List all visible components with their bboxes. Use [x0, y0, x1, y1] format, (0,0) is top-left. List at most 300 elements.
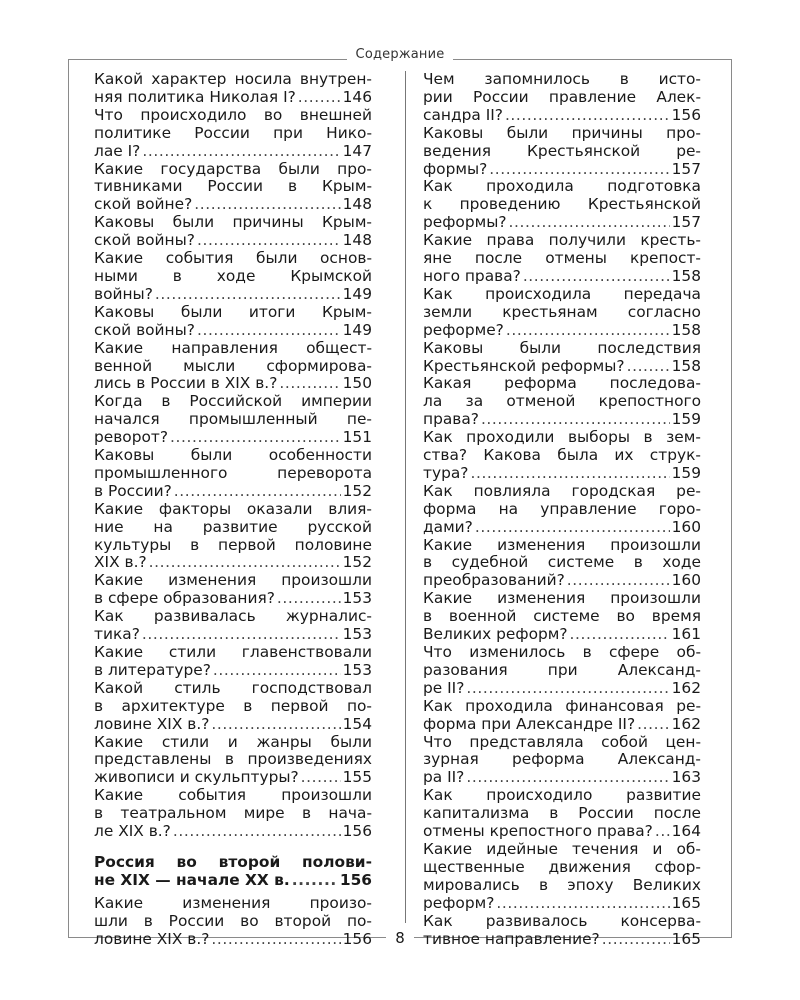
word: об- — [676, 643, 701, 661]
word: после — [474, 249, 523, 268]
toc-entry-last-line — [423, 823, 701, 841]
word: журналис- — [285, 607, 372, 626]
toc-page-number: 163 — [671, 768, 701, 787]
word: в — [94, 696, 104, 715]
word: развивалась — [153, 607, 256, 626]
toc-entry-line — [423, 429, 701, 447]
toc-entry[interactable] — [94, 447, 372, 501]
toc-page-number: 151 — [342, 428, 372, 447]
word: общест- — [306, 338, 372, 357]
word: изменения — [497, 589, 586, 608]
word: в — [190, 535, 200, 554]
word: ходе — [216, 266, 256, 285]
toc-page-number: 165 — [671, 893, 701, 912]
toc-entry-line — [94, 751, 372, 769]
word: зурная — [423, 750, 479, 769]
word: происходило — [486, 786, 593, 805]
toc-entry[interactable] — [423, 232, 701, 286]
toc-entry-line — [423, 734, 701, 752]
toc-entry-line — [423, 501, 701, 519]
leader-dots — [173, 823, 341, 841]
toc-left-column — [94, 71, 372, 949]
word: на — [153, 517, 173, 536]
leader-dots — [277, 590, 341, 608]
toc-entry-last-line — [423, 214, 701, 232]
toc-entry[interactable] — [94, 393, 372, 447]
toc-entry-line — [94, 805, 372, 823]
toc-entry-line — [423, 393, 701, 411]
word: Крестьянской — [587, 195, 701, 214]
word: причины — [571, 123, 643, 142]
word: Какие — [423, 535, 473, 554]
word: были — [519, 338, 562, 357]
toc-entry-text: лае I? — [94, 141, 141, 160]
word: архитектуре — [121, 696, 225, 715]
toc-entry[interactable] — [94, 250, 372, 304]
word: факторы — [158, 499, 232, 518]
toc-entry-line — [423, 286, 701, 304]
word: отмены — [545, 249, 607, 268]
toc-entry[interactable] — [94, 501, 372, 573]
toc-section-heading[interactable] — [94, 854, 372, 890]
toc-entry-line — [94, 268, 372, 286]
toc-entry-text: тика? — [94, 625, 140, 644]
word: финансовая — [565, 696, 664, 715]
word: крестьянам — [502, 302, 598, 321]
word: земли — [423, 302, 473, 321]
word: в — [643, 428, 653, 447]
word: развивалось — [485, 911, 588, 930]
word: русской — [307, 517, 372, 536]
word: были — [506, 123, 549, 142]
word: в — [538, 875, 549, 894]
leader-dots — [149, 554, 341, 572]
leader-dots — [470, 465, 669, 483]
toc-entry[interactable] — [423, 125, 701, 179]
word: Крестьянской — [527, 141, 641, 160]
toc-entry[interactable] — [423, 734, 701, 788]
toc-entry-last-line — [423, 411, 701, 429]
toc-page-number: 164 — [671, 822, 701, 841]
toc-entry[interactable] — [94, 304, 372, 340]
page-footer — [0, 929, 800, 947]
leader-dots — [655, 823, 670, 841]
word: Каковы — [423, 123, 484, 142]
leader-dots — [213, 662, 341, 680]
word: промышленный — [188, 410, 318, 429]
toc-page-number: 149 — [342, 284, 372, 303]
word: мировались — [423, 875, 520, 894]
leader-dots — [496, 895, 669, 913]
toc-entry-line — [94, 734, 372, 752]
word: причины — [232, 213, 304, 232]
word: Какой — [94, 678, 144, 697]
toc-entry[interactable] — [423, 375, 701, 429]
word: полови- — [302, 852, 372, 871]
word: проходили — [466, 428, 555, 447]
page-header — [0, 47, 800, 62]
leader-dots — [170, 429, 341, 447]
word: нача- — [328, 804, 372, 823]
toc-entry-last-line — [423, 519, 701, 537]
toc-entry-text: XIX в.? — [94, 553, 147, 572]
word: течения — [572, 839, 639, 858]
leader-dots — [155, 286, 341, 304]
leader-dots — [475, 519, 670, 537]
word: Как — [423, 481, 453, 500]
leader-dots — [466, 680, 669, 698]
toc-entry-line — [94, 698, 372, 716]
word: щественные — [423, 857, 525, 876]
word: события — [165, 249, 234, 268]
word: ре- — [676, 481, 701, 500]
word: империи — [301, 392, 372, 411]
toc-entry-text: сандра II? — [423, 105, 503, 124]
word: про- — [666, 123, 701, 142]
word: на — [498, 499, 519, 518]
toc-entry-last-line — [94, 89, 372, 107]
toc-page-number: 156 — [342, 822, 372, 841]
toc-entry-line — [94, 358, 372, 376]
toc-page-number: 162 — [671, 714, 701, 733]
word: последствия — [597, 338, 701, 357]
toc-page-number: 156 — [342, 929, 372, 948]
word: исто- — [658, 70, 701, 88]
word: в — [619, 70, 629, 88]
word: стиль — [174, 678, 221, 697]
toc-entry-line — [94, 304, 372, 322]
word: ведения — [423, 141, 491, 160]
word: ре- — [676, 141, 701, 160]
word: второй — [274, 911, 332, 930]
toc-entry-line — [94, 501, 372, 519]
word: Какие — [94, 159, 144, 178]
word: половине — [294, 535, 372, 554]
word: шли — [94, 911, 128, 930]
word: в — [243, 696, 253, 715]
leader-dots — [194, 196, 340, 214]
column-divider — [405, 71, 406, 923]
word: движения — [548, 857, 631, 876]
word: Каковы — [94, 213, 155, 232]
toc-page-number: 160 — [671, 517, 701, 536]
toc-page-number: 159 — [671, 463, 701, 482]
toc-entry[interactable] — [94, 680, 372, 734]
word: во — [176, 852, 197, 871]
toc-page-number: 148 — [342, 195, 372, 214]
leader-dots — [301, 769, 341, 787]
leader-dots — [298, 89, 341, 107]
toc-entry-last-line — [423, 680, 701, 698]
toc-entry[interactable] — [94, 71, 372, 107]
word: представляла — [469, 732, 584, 751]
word: Какие — [94, 732, 144, 751]
word: в — [161, 392, 171, 411]
toc-entry[interactable] — [94, 572, 372, 608]
word: ными — [94, 266, 138, 285]
word: Как — [423, 177, 453, 196]
toc-entry-last-line — [423, 626, 701, 644]
word: государства — [160, 159, 262, 178]
word: консерва- — [620, 911, 701, 930]
word: Какие — [94, 249, 144, 268]
toc-entry-line — [423, 375, 701, 393]
word: последова- — [609, 374, 701, 393]
toc-page-number: 155 — [342, 768, 372, 787]
word: при — [273, 123, 303, 142]
word: изменения — [168, 571, 257, 590]
toc-entry-last-line — [94, 769, 372, 787]
word: Каковы — [94, 446, 155, 465]
leader-dots — [506, 322, 670, 340]
word: яне — [423, 249, 452, 268]
toc-entry-line — [423, 125, 701, 143]
toc-entry-text: живописи и скульптуры? — [94, 768, 299, 787]
toc-page-number: 165 — [671, 929, 701, 948]
toc-entry[interactable] — [423, 71, 701, 125]
toc-entry-last-line — [94, 375, 372, 393]
word: Как — [423, 911, 453, 930]
word: промышленного — [94, 463, 228, 482]
toc-entry-line — [423, 698, 701, 716]
toc-entry-line — [423, 662, 701, 680]
word: произо- — [309, 893, 372, 912]
word: реформа — [504, 374, 577, 393]
toc-entry[interactable] — [94, 107, 372, 161]
word: системе — [547, 553, 615, 572]
header-title: Содержание — [347, 47, 454, 62]
word: сфор- — [654, 857, 701, 876]
leader-dots — [279, 375, 340, 393]
toc-entry-last-line — [423, 107, 701, 125]
toc-entry[interactable] — [94, 608, 372, 644]
toc-page-number: 161 — [671, 625, 701, 644]
word: согласно — [627, 302, 701, 321]
toc-entry-line — [94, 178, 372, 196]
toc-page-number: 153 — [342, 589, 372, 608]
word: Какие — [94, 499, 144, 518]
toc-entry-line — [94, 608, 372, 626]
toc-entry-last-line — [423, 895, 701, 913]
leader-dots — [174, 483, 341, 501]
toc-entry-line — [423, 340, 701, 358]
toc-entry-text: ской войне? — [94, 195, 193, 214]
word: и — [652, 839, 663, 858]
toc-entry[interactable] — [423, 841, 701, 913]
toc-entry-last-line — [423, 716, 701, 734]
toc-page-number: 146 — [342, 87, 372, 106]
word: Какие — [94, 786, 144, 805]
word: крепостного — [598, 392, 701, 411]
word: ходе — [662, 553, 701, 572]
toc-entry-text: войны? — [94, 284, 153, 303]
word: произведениях — [247, 750, 372, 769]
word: Какие — [423, 231, 473, 250]
toc-entry-last-line — [94, 872, 372, 890]
toc-entry-line — [423, 608, 701, 626]
word: Какой — [94, 70, 144, 88]
toc-entry-line — [94, 447, 372, 465]
word: по- — [346, 911, 372, 930]
word: проходила — [465, 696, 553, 715]
toc-entry[interactable] — [94, 161, 372, 215]
leader-dots — [142, 626, 341, 644]
word: при — [547, 660, 578, 679]
toc-entry-line — [94, 250, 372, 268]
toc-page-number: 157 — [671, 213, 701, 232]
leader-dots — [567, 572, 670, 590]
word: основ- — [320, 249, 372, 268]
toc-entry-line — [94, 854, 372, 872]
word: Крым- — [321, 213, 372, 232]
toc-entry-line — [423, 178, 701, 196]
word: после — [653, 804, 701, 823]
toc-entry-text: ре II? — [423, 678, 465, 697]
word: изменилось — [469, 643, 566, 661]
toc-entry-line — [94, 572, 372, 590]
toc-entry-last-line — [94, 322, 372, 340]
word: были — [330, 732, 372, 751]
word: сфере — [608, 643, 660, 661]
word: были — [180, 302, 223, 321]
word: системе — [533, 607, 600, 626]
toc-entry-text: ской войны? — [94, 320, 195, 339]
toc-entry-line — [423, 554, 701, 572]
word: собой — [601, 732, 648, 751]
toc-entry[interactable] — [94, 787, 372, 841]
word: пе- — [346, 410, 372, 429]
toc-entry-last-line — [94, 232, 372, 250]
toc-entry-line — [423, 196, 701, 214]
toc-entry-text: отмены крепостного права? — [423, 822, 653, 841]
toc-entry-text: ловине XIX в.? — [94, 714, 210, 733]
word: начался — [94, 410, 160, 429]
toc-entry[interactable] — [423, 483, 701, 537]
word: Какова — [483, 446, 541, 465]
word: мире — [243, 804, 285, 823]
toc-entry-line — [94, 107, 372, 125]
toc-entry[interactable] — [423, 644, 701, 698]
word: по- — [346, 696, 372, 715]
toc-page-number: 149 — [342, 320, 372, 339]
word: политике — [94, 123, 172, 142]
word: изменения — [182, 893, 271, 912]
word: переворота — [277, 463, 372, 482]
toc-page-number: 157 — [671, 159, 701, 178]
toc-entry[interactable] — [94, 214, 372, 250]
word: господствовал — [251, 678, 372, 697]
toc-entry-last-line — [94, 286, 372, 304]
toc-entry-text: дами? — [423, 517, 473, 536]
toc-entry-line — [423, 304, 701, 322]
word: Чем — [423, 70, 455, 88]
toc-entry-text: реформе? — [423, 320, 504, 339]
toc-entry-last-line — [94, 590, 372, 608]
word: во — [263, 105, 283, 124]
word: запомнилось — [484, 70, 590, 88]
word: мысли — [183, 356, 236, 375]
word: во — [240, 911, 259, 930]
toc-entry-line — [94, 393, 372, 411]
word: отменой — [506, 392, 576, 411]
page-number: 8 — [386, 929, 414, 947]
toc-entry-line — [94, 71, 372, 89]
toc-entry-text: в литературе? — [94, 660, 211, 679]
toc-entry[interactable] — [423, 698, 701, 734]
toc-page-number: 148 — [342, 231, 372, 250]
word: ние — [94, 517, 124, 536]
toc-entry[interactable] — [423, 429, 701, 483]
word: Великих — [632, 875, 701, 894]
word: за — [465, 392, 484, 411]
toc-entry[interactable] — [423, 340, 701, 376]
word: Каковы — [423, 338, 484, 357]
toc-entry-line — [94, 644, 372, 662]
toc-entry[interactable] — [423, 286, 701, 340]
toc-entry[interactable] — [94, 644, 372, 680]
toc-entry[interactable] — [423, 590, 701, 644]
toc-entry-last-line — [94, 483, 372, 501]
toc-entry[interactable] — [423, 178, 701, 232]
toc-right-column — [423, 71, 701, 948]
word: горо- — [658, 499, 701, 518]
word: внешней — [299, 105, 372, 124]
toc-entry-line — [423, 841, 701, 859]
word: Нико- — [326, 123, 372, 142]
word: тивниками — [94, 177, 183, 196]
word: к — [423, 195, 433, 214]
toc-entry-text: ловине XIX в.? — [94, 929, 210, 948]
word: в — [633, 553, 643, 572]
word: об- — [676, 839, 701, 858]
word: были — [190, 446, 233, 465]
toc-entry-line — [423, 590, 701, 608]
toc-entry-line — [94, 787, 372, 805]
toc-entry-line — [94, 680, 372, 698]
word: Когда — [94, 392, 143, 411]
word: Алек- — [656, 87, 701, 106]
word: направления — [171, 338, 278, 357]
toc-entry[interactable] — [94, 734, 372, 788]
word: произошли — [281, 571, 372, 590]
toc-entry-last-line — [94, 662, 372, 680]
toc-entry[interactable] — [423, 537, 701, 591]
toc-entry-line — [423, 71, 701, 89]
toc-entry[interactable] — [423, 787, 701, 841]
word: второй — [218, 852, 281, 871]
toc-entry[interactable] — [94, 340, 372, 394]
word: Как — [423, 696, 453, 715]
leader-dots — [523, 268, 670, 286]
word: и — [227, 732, 238, 751]
word: судебной — [451, 553, 529, 572]
toc-page-number: 156 — [671, 105, 701, 124]
word: правление — [548, 87, 637, 106]
word: проходила — [486, 177, 574, 196]
word: в — [94, 804, 104, 823]
toc-entry-line — [423, 877, 701, 895]
word: кресть- — [640, 231, 701, 250]
word: главенствовали — [241, 643, 372, 661]
word: Крымской — [290, 266, 372, 285]
word: особенности — [268, 446, 372, 465]
word: крепост- — [629, 249, 701, 268]
toc-entry-line — [423, 537, 701, 555]
toc-entry-last-line — [423, 161, 701, 179]
toc-entry-text: не XIX — начале XX в. — [94, 870, 290, 889]
word: происходило — [140, 105, 247, 124]
toc-entry-text: ра II? — [423, 768, 465, 787]
